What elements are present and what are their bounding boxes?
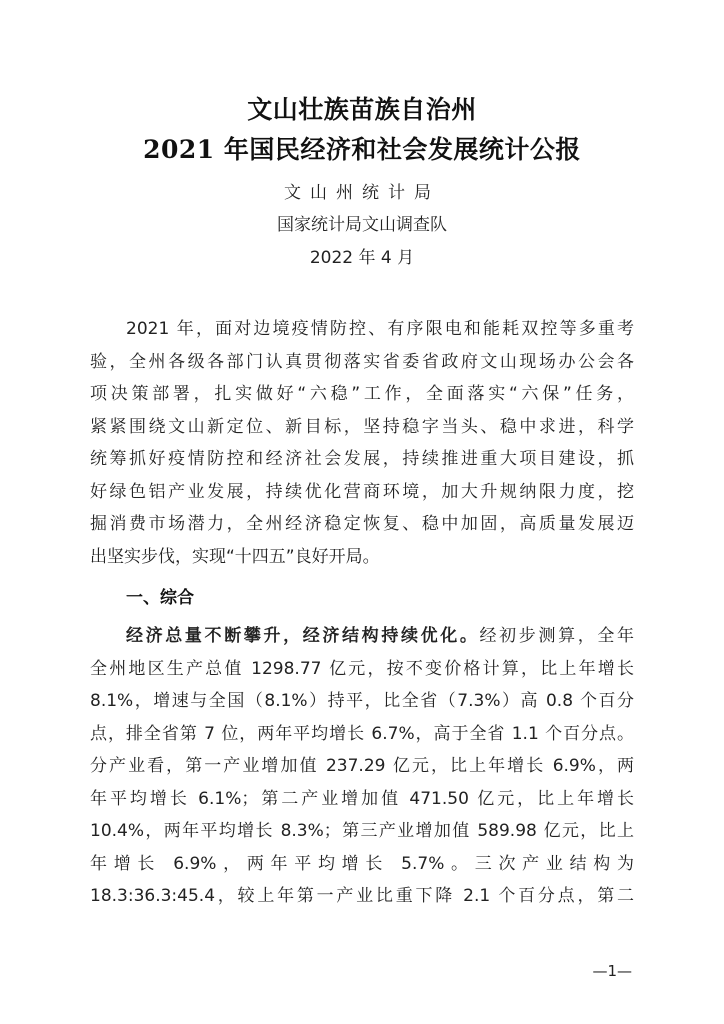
paragraph-line: 出坚实步伐，实现“十四五”良好开局。 [90, 546, 380, 567]
paragraph-line: 好绿色铝产业发展，持续优化营商环境，加大升规纳限力度，挖 [90, 481, 634, 502]
paragraph-line: 验，全州各级各部门认真贯彻落实省委省政府文山现场办公会各 [90, 351, 634, 372]
paragraph-line: 年增长 6.9%，两年平均增长 5.7%。三次产业结构为 [90, 853, 634, 874]
section-heading: 一、综合 [126, 588, 194, 608]
issuer-survey-team: 国家统计局文山调查队 [277, 215, 447, 235]
publication-date: 2022 年 4 月 [309, 248, 415, 268]
paragraph-line: 项决策部署，扎实做好“六稳”工作，全面落实“六保”任务， [90, 384, 634, 404]
paragraph-lead-bold: 经济总量不断攀升，经济结构持续优化。 [126, 626, 480, 646]
paragraph-line: 紧紧围绕文山新定位、新目标，坚持稳字当头、稳中求进，科学 [90, 416, 634, 437]
document-title-line2: 2021 年国民经济和社会发展统计公报 [143, 135, 581, 164]
paragraph-line: 年平均增长 6.1%；第二产业增加值 471.50 亿元，比上年增长 [90, 788, 634, 809]
intro-paragraph [90, 313, 634, 573]
paragraph-line-lead [90, 620, 634, 653]
issuer-statistics-bureau: 文山州统计局 [284, 183, 440, 203]
paragraph-line: 统筹抓好疫情防控和经济社会发展，持续推进重大项目建设，抓 [90, 449, 634, 469]
section1-paragraph [90, 620, 634, 913]
paragraph-line: 10.4%，两年平均增长 8.3%；第三产业增加值 589.98 亿元，比上 [90, 821, 634, 841]
paragraph-line: 全州地区生产总值 1298.77 亿元，按不变价格计算，比上年增长 [90, 658, 634, 679]
paragraph-line: 点，排全省第 7 位，两年平均增长 6.7%，高于全省 1.1 个百分点。 [90, 723, 634, 744]
paragraph-lead-text: 经初步测算，全年 [479, 626, 635, 646]
page-number: —1— [592, 962, 632, 980]
paragraph-line: 8.1%，增速与全国（8.1%）持平，比全省（7.3%）高 0.8 个百分 [90, 691, 634, 711]
paragraph-line: 分产业看，第一产业增加值 237.29 亿元，比上年增长 6.9%，两 [90, 756, 634, 776]
paragraph-line: 掘消费市场潜力，全州经济稳定恢复、稳中加固，高质量发展迈 [90, 514, 634, 534]
paragraph-line: 2021 年，面对边境疫情防控、有序限电和能耗双控等多重考 [126, 319, 634, 339]
document-title-line1: 文山壮族苗族自治州 [247, 95, 477, 124]
paragraph-line: 18.3:36.3:45.4，较上年第一产业比重下降 2.1 个百分点，第二 [90, 886, 634, 906]
